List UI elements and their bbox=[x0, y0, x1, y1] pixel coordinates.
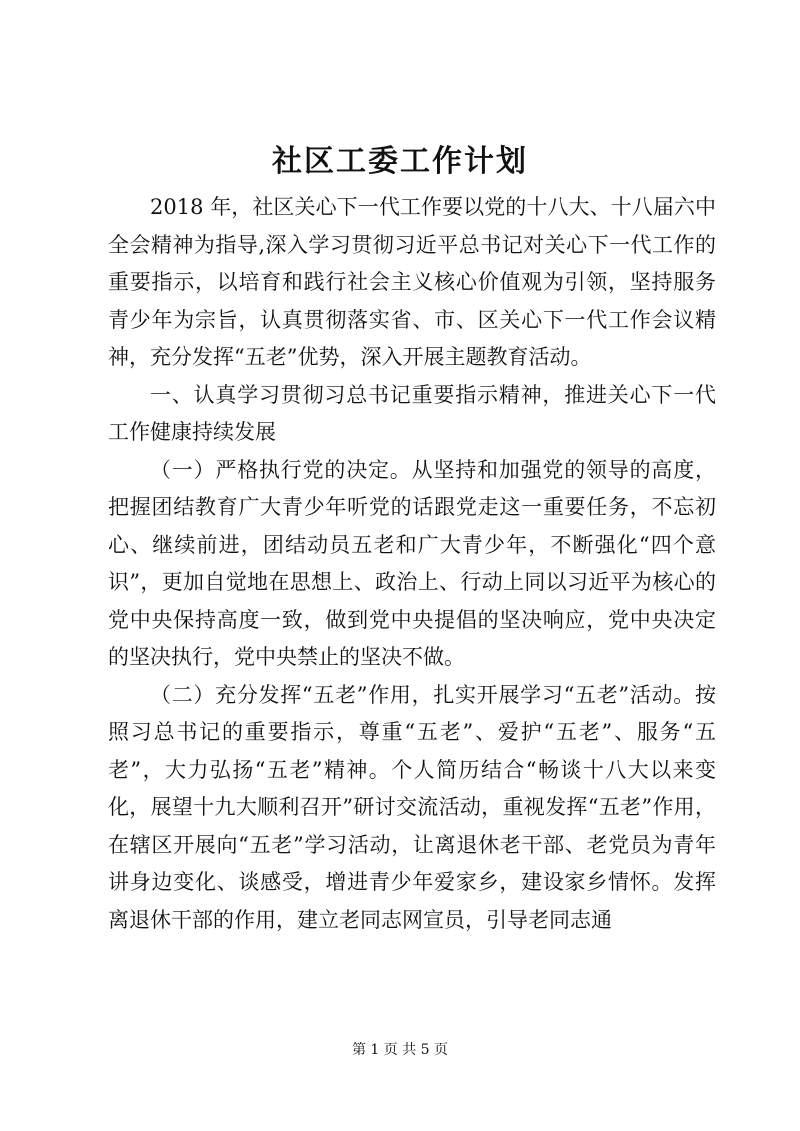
paragraph-intro: 2018 年，社区关心下一代工作要以党的十八大、十八届六中全会精神为指导,深入学习贯彻习近平总书记对关心下一代工作的重要指示，以培育和践行社会主义核心价值观为引领，坚持服务青少年为宗旨，认真贯彻落实省、市、区关心下一代工作会议精神，充分发挥“五老”优势，深入开展主题教育活动。 bbox=[108, 195, 716, 369]
paragraph-item-one: （一）严格执行党的决定。从坚持和加强党的领导的高度，把握团结教育广大青少年听党的话跟党走这一重要任务，不忘初心、继续前进，团结动员五老和广大青少年，不断强化“四个意识”，更加自觉地在思想上、政治上、行动上同以习近平为核心的党中央保持高度一致，做到党中央提倡的坚决响应，党中央决定的坚决执行，党中央禁止的坚决不做。 bbox=[108, 457, 716, 669]
paragraph-section-heading: 一、认真学习贯彻习总书记重要指示精神，推进关心下一代工作健康持续发展 bbox=[108, 382, 716, 444]
paragraph-item-two: （二）充分发挥“五老”作用，扎实开展学习“五老”活动。按照习总书记的重要指示，尊重“五老”、爱护“五老”、服务“五老”，大力弘扬“五老”精神。个人简历结合“畅谈十八大以来变化，展望十九大顺利召开”研讨交流活动，重视发挥“五老”作用，在辖区开展向“五老”学习活动，让离退休老干部、老党员为青年讲身边变化、谈感受，增进青少年爱家乡，建设家乡情怀。发挥离退休干部的作用，建立老同志网宣员，引导老同志通 bbox=[108, 682, 716, 932]
document-body bbox=[108, 189, 716, 939]
document-title: 社区工委工作计划 bbox=[272, 144, 528, 179]
page-number: 第 1 页 共 5 页 bbox=[351, 1042, 449, 1058]
